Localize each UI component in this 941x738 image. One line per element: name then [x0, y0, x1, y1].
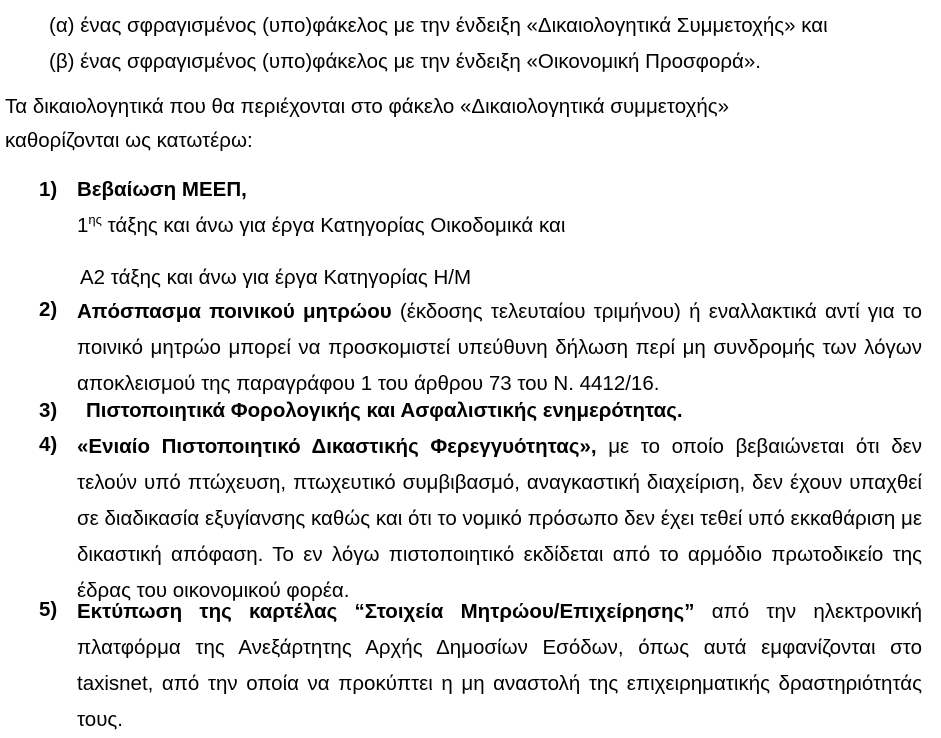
item-2-text: (έκδοσης τελευταίου τριμήνου) ή εναλλακτικά αντί για το ποινικό μητρώο μπορεί να προσκομιστεί υπεύθυνη δήλωση περί μη συνδρομής των λόγων αποκλεισμού της παραγράφου 1 του άρθρου 73 του Ν. 4412/16. — [77, 300, 922, 395]
item-4-text: με το οποίο βεβαιώνεται ότι δεν τελούν υπό πτώχευση, πτωχευτικό συμβιβασμό, αναγκαστική διαχείριση, δεν έχουν υπαχθεί σε διαδικασία εξυγίανσης καθώς και ότι το νομικό πρόσωπο δεν έχει τεθεί υπό εκκαθάριση με δικαστική απόφαση. Το εν λόγω πιστοποιητικό εκδίδεται από το αρμόδιο πρωτοδικείο της έδρας του οικονομικού φορέα. — [77, 435, 922, 602]
envelope-a-text: (α) ένας σφραγισμένος (υπο)φάκελος με την ένδειξη «Δικαιολογητικά Συμμετοχής» και — [49, 14, 828, 37]
item-1 — [77, 174, 922, 294]
item-4-number: 4) — [39, 433, 58, 456]
item-1-line-1-rest: τάξης και άνω για έργα Κατηγορίας Οικοδομικά και — [101, 214, 566, 237]
item-1-line-1-prefix: 1 — [77, 214, 89, 237]
item-4-title: «Ενιαίο Πιστοποιητικό Δικαστικής Φερεγγυότητας», — [77, 435, 597, 458]
item-4 — [77, 429, 922, 609]
item-5-title: Εκτύπωση της καρτέλας “Στοιχεία Μητρώου/Επιχείρησης” — [77, 600, 695, 623]
item-5-text: από την ηλεκτρονική πλατφόρμα της Ανεξάρτητης Αρχής Δημοσίων Εσόδων, όπως αυτά εμφανίζονται στο taxisnet, από την οποία να προκύπτει η μη αναστολή της επιχειρηματικής δραστηριότητάς τους. — [77, 600, 922, 731]
item-2-title: Απόσπασμα ποινικού μητρώου — [77, 300, 392, 323]
item-1-line-2: Α2 τάξης και άνω για έργα Κατηγορίας Η/Μ — [80, 266, 472, 289]
intro-line-1: Τα δικαιολογητικά που θα περιέχονται στο φάκελο «Δικαιολογητικά συμμετοχής» — [5, 95, 730, 118]
envelope-b-text: (β) ένας σφραγισμένος (υπο)φάκελος με την ένδειξη «Οικονομική Προσφορά». — [49, 50, 761, 73]
item-1-line-1 — [77, 210, 922, 242]
item-1-line-1-sup: ης — [88, 212, 102, 228]
intro-line-2: καθορίζονται ως κατωτέρω: — [5, 129, 253, 152]
item-5 — [77, 594, 922, 738]
item-3-number: 3) — [39, 399, 58, 422]
item-5-number: 5) — [39, 598, 58, 621]
item-2 — [77, 294, 922, 402]
item-1-title: Βεβαίωση ΜΕΕΠ, — [77, 178, 247, 201]
item-2-number: 2) — [39, 298, 58, 321]
item-3 — [86, 395, 931, 427]
item-1-number: 1) — [39, 178, 58, 201]
item-3-title: Πιστοποιητικά Φορολογικής και Ασφαλιστικής ενημερότητας. — [86, 399, 683, 422]
